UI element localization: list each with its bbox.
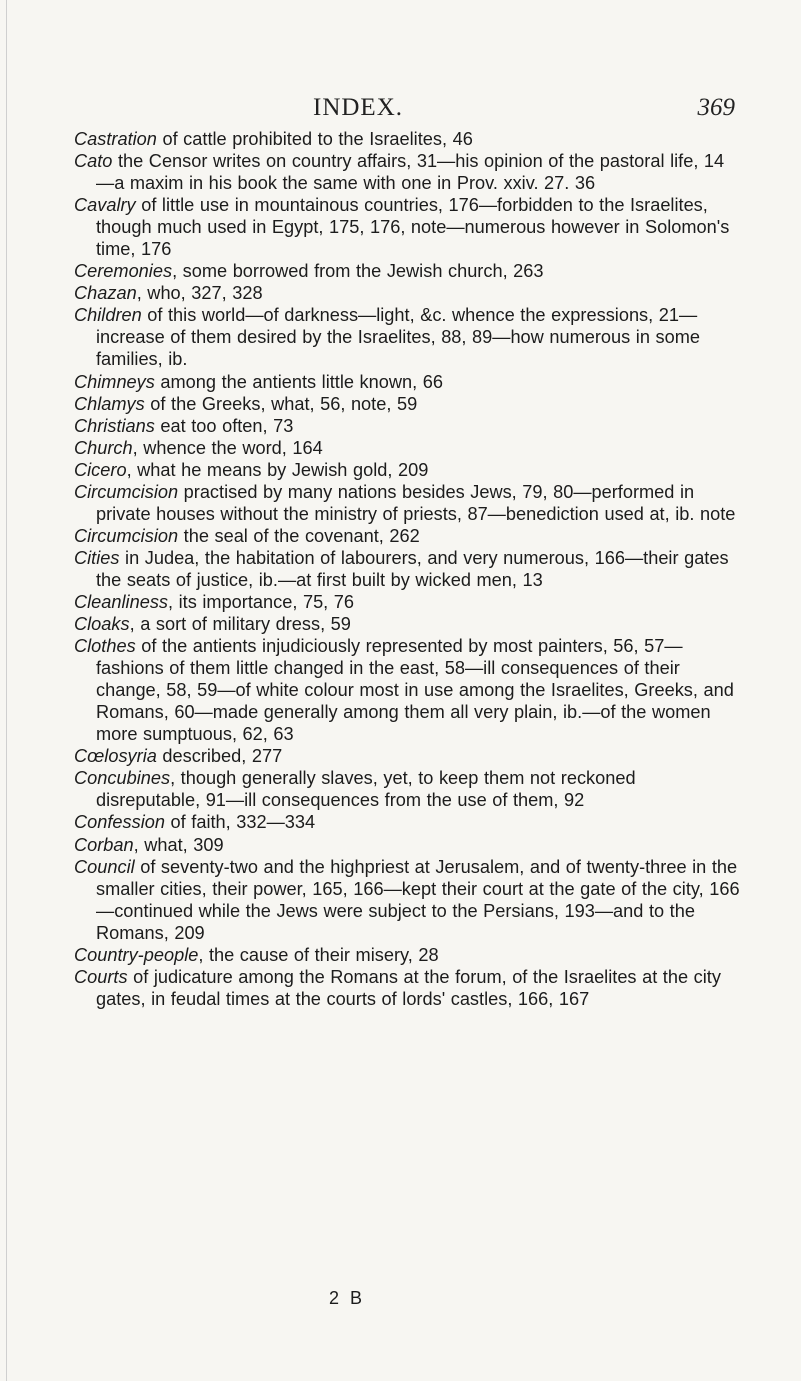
- signature-mark: 2 B: [329, 1288, 366, 1308]
- entry-text: in Judea, the habitation of labourers, and very numerous, 166—their gates the seats of justice, ib.—at first built by wicked men, 13: [96, 547, 729, 590]
- entry-text: , what, 309: [133, 834, 224, 855]
- index-entry: [74, 745, 740, 767]
- entry-text: of the Greeks, what, 56, note, 59: [144, 393, 418, 414]
- entry-text: described, 277: [156, 746, 283, 767]
- index-entry: [74, 944, 740, 966]
- index-entry: [74, 811, 740, 833]
- entry-term: Clothes: [74, 636, 136, 657]
- entry-text: of seventy-two and the highpriest at Jerusalem, and of twenty-three in the smaller cities, their power, 165, 166—kept their court at the gate of the city, 166—continued while the Jews were subject to the Persians, 193—and to the Romans, 209: [96, 856, 740, 943]
- entry-term: Chlamys: [74, 393, 145, 414]
- entry-term: Children: [74, 305, 142, 326]
- entry-text: , whence the word, 164: [132, 437, 323, 458]
- index-entry: [74, 371, 740, 393]
- index-entry: [74, 393, 740, 415]
- index-entry: [74, 194, 740, 260]
- index-entry: [74, 282, 740, 304]
- entry-term: Cities: [74, 547, 120, 568]
- index-entry: [74, 481, 740, 525]
- entry-text: , the cause of their misery, 28: [198, 944, 439, 965]
- entry-term: Courts: [74, 966, 128, 987]
- index-entry: [74, 260, 740, 282]
- entry-term: Chazan: [74, 283, 137, 304]
- index-entry: [74, 415, 740, 437]
- entry-text: of the antients injudiciously represented by most painters, 56, 57—fashions of them little changed in the east, 58—ill consequences of their change, 58, 59—of white colour most in use among the Israelites, Greeks, and Romans, 60—made generally among them all very plain, ib.—of the women more sumptuous, 62, 63: [96, 636, 734, 745]
- index-entry: [74, 613, 740, 635]
- entry-text: , some borrowed from the Jewish church, 263: [172, 261, 544, 282]
- entry-term: Circumcision: [74, 481, 179, 502]
- entry-term: Ceremonies: [74, 261, 173, 282]
- entry-text: of this world—of darkness—light, &c. whence the expressions, 21—increase of them desired by the Israelites, 88, 89—how numerous in some families, ib.: [96, 305, 700, 370]
- index-entry: [74, 150, 740, 194]
- entry-text: practised by many nations besides Jews, 79, 80—performed in private houses without the ministry of priests, 87—benediction used at, ib. note: [96, 481, 736, 524]
- entry-term: Cloaks: [74, 614, 130, 635]
- entry-term: Country-people: [74, 944, 199, 965]
- index-entry: [74, 459, 740, 481]
- entry-text: among the antients little known, 66: [154, 371, 443, 392]
- entry-term: Cicero: [74, 459, 127, 480]
- page-number: 369: [697, 94, 735, 121]
- entry-term: Council: [74, 856, 135, 877]
- index-entry: [74, 304, 740, 370]
- entry-term: Cato: [74, 151, 113, 172]
- entry-term: Church: [74, 437, 133, 458]
- entry-term: Corban: [74, 834, 134, 855]
- entry-text: , its importance, 75, 76: [168, 591, 355, 612]
- entry-text: , a sort of military dress, 59: [129, 614, 351, 635]
- index-entry: [74, 966, 740, 1010]
- entry-term: Circumcision: [74, 525, 179, 546]
- entry-text: , though generally slaves, yet, to keep them not reckoned disreputable, 91—ill consequences from the use of them, 92: [96, 768, 636, 811]
- entry-term: Confession: [74, 812, 165, 833]
- index-entry: [74, 547, 740, 591]
- index-entry: [74, 767, 740, 811]
- entry-term: Castration: [74, 129, 157, 149]
- index-entry: [74, 591, 740, 613]
- index-entry: [74, 834, 740, 856]
- index-entry: [74, 635, 740, 745]
- entry-text: , who, 327, 328: [136, 283, 263, 304]
- entry-text: of judicature among the Romans at the forum, of the Israelites at the city gates, in feudal times at the courts of lords' castles, 166, 167: [96, 966, 721, 1009]
- index-entry: [74, 437, 740, 459]
- entry-term: Cœlosyria: [74, 746, 157, 767]
- entry-text: of faith, 332—334: [165, 812, 316, 833]
- page-header: [0, 94, 801, 124]
- entry-term: Cleanliness: [74, 591, 169, 612]
- entry-text: of little use in mountainous countries, 176—forbidden to the Israelites, though much used in Egypt, 175, 176, note—numerous however in Solomon's time, 176: [96, 195, 730, 260]
- page-edge-line: [6, 0, 7, 1381]
- entry-text: of cattle prohibited to the Israelites, 46: [156, 129, 473, 149]
- index-entry: [74, 128, 740, 150]
- entry-text: the Censor writes on country affairs, 31—his opinion of the pastoral life, 14—a maxim in his book the same with one in Prov. xxiv. 27. 36: [96, 151, 725, 194]
- entry-text: the seal of the covenant, 262: [178, 525, 420, 546]
- index-entry: [74, 525, 740, 547]
- entry-term: Christians: [74, 415, 155, 436]
- entry-term: Cavalry: [74, 195, 136, 216]
- entry-term: Concubines: [74, 768, 171, 789]
- page-title: INDEX.: [313, 94, 404, 121]
- entry-text: , what he means by Jewish gold, 209: [126, 459, 429, 480]
- entry-text: eat too often, 73: [154, 415, 294, 436]
- entry-term: Chimneys: [74, 371, 155, 392]
- index-entries: [74, 128, 740, 1010]
- index-entry: [74, 856, 740, 944]
